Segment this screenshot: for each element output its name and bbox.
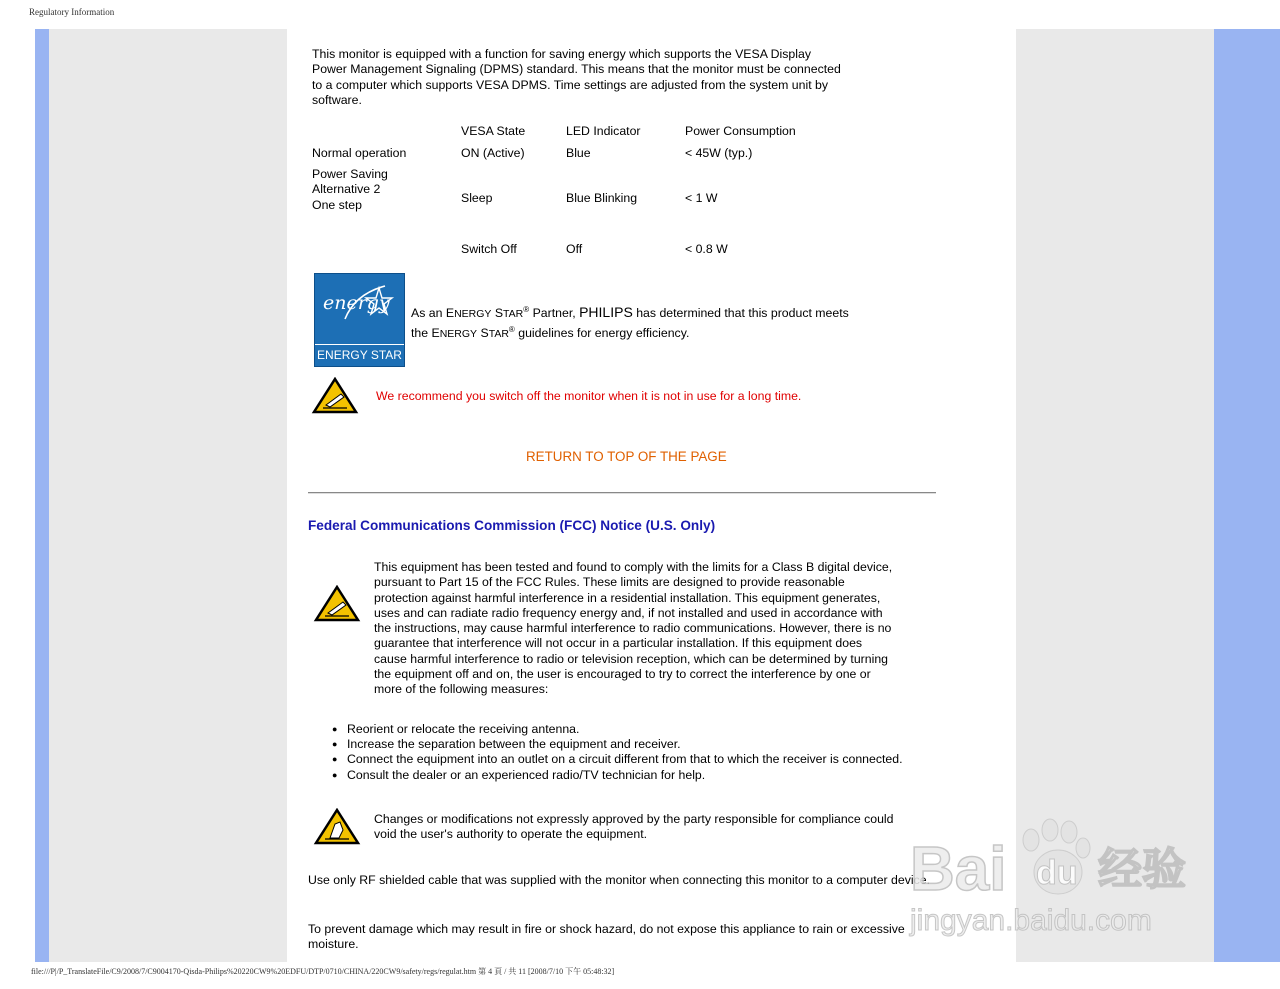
- moisture-warning: To prevent damage which may result in fire or shock hazard, do not expose this appliance to rain or excessive moisture.: [308, 922, 905, 952]
- row-state: ON (Active): [461, 146, 525, 160]
- page-header-title: Regulatory Information: [29, 7, 115, 17]
- philips-brand: PHILIPS: [579, 304, 633, 321]
- switch-off-recommendation: We recommend you switch off the monitor when it is not in use for a long time.: [376, 389, 802, 403]
- row-power: < 0.8 W: [685, 242, 728, 256]
- dpms-intro: This monitor is equipped with a function for saving energy which supports the VESA Display Power Management Signaling (DPMS) standard. This means that the monitor must be connected to a computer which supports VESA DPMS. Time settings are adjusted from the system unit by software.: [312, 47, 841, 107]
- warning-icon: [311, 377, 359, 415]
- rf-cable-note: Use only RF shielded cable that was supplied with the monitor when connecting this monitor to a computer device.: [308, 873, 931, 887]
- baidu-jingyan-watermark: [908, 800, 1208, 950]
- watermark-du: du: [1036, 854, 1078, 892]
- col-header-vesa-state: VESA State: [461, 124, 526, 138]
- fcc-notice-heading: Federal Communications Commission (FCC) Notice (U.S. Only): [308, 518, 716, 533]
- list-item: ● Increase the separation between the equipment and receiver.: [332, 737, 903, 752]
- energy-star-logo-label: ENERGY STAR: [315, 344, 404, 365]
- list-item: ● Consult the dealer or an experienced radio/TV technician for help.: [332, 768, 903, 783]
- right-blue-band: [1214, 29, 1280, 962]
- left-blue-band: [35, 29, 49, 962]
- left-gray-column: [49, 29, 287, 962]
- watermark-bai: Bai: [910, 835, 1007, 904]
- row-power: < 45W (typ.): [685, 146, 753, 160]
- row-mode-line: Alternative 2: [312, 182, 381, 196]
- row-led: Blue Blinking: [566, 191, 638, 205]
- main-content: [287, 29, 1016, 962]
- warning-icon: [313, 808, 361, 846]
- warning-icon: [313, 585, 361, 623]
- energy-star-logo: [314, 273, 405, 367]
- row-power: < 1 W: [685, 191, 718, 205]
- col-header-power-consumption: Power Consumption: [685, 124, 796, 138]
- energy-star-statement: As an ENERGY STAR® Partner, PHILIPS has determined that this product meets the ENERGY STAR® guidelines for energy efficiency.: [411, 304, 849, 341]
- list-item: ● Reorient or relocate the receiving antenna.: [332, 722, 903, 737]
- return-to-top-link[interactable]: RETURN TO TOP OF THE PAGE: [526, 449, 727, 464]
- interference-measures-list: [332, 722, 903, 783]
- watermark-jingyan-cn: 经验: [1098, 844, 1186, 895]
- row-led: Blue: [566, 146, 591, 160]
- row-mode: Normal operation: [312, 146, 407, 160]
- col-header-led-indicator: LED Indicator: [566, 124, 641, 138]
- energy-star-logo-script: energy: [323, 292, 390, 314]
- row-state: Switch Off: [461, 242, 517, 256]
- row-mode-line: Power Saving: [312, 167, 388, 181]
- fcc-compliance-text: This equipment has been tested and found to comply with the limits for a Class B digital device, pursuant to Part 15 of the FCC Rules. These limits are designed to provide reasonable protection against harmful interference in a residential installation. This equipment generates, uses and can radiate radio frequency energy and, if not installed and used in accordance with the instructions, may cause harmful interference to radio communications. However, there is no guarantee that interference will not occur in a particular installation. If this equipment does cause harmful interference to radio or television reception, which can be determined by turning the equipment off and on, the user is encouraged to try to correct the interference by one or more of the following measures:: [374, 560, 893, 697]
- row-mode-line: One step: [312, 198, 362, 212]
- row-state: Sleep: [461, 191, 493, 205]
- section-divider: [308, 492, 936, 494]
- watermark-url: jingyan.baidu.com: [910, 904, 1152, 937]
- page-footer-path: file:///P|/P_TranslateFile/C9/2008/7/C9004170-Qisda-Philips%20220CW9%20EDFU/DTP/0710/CHINA/220CW9/safety/regs/regulat.htm 第 4 頁 / 共 11 [2008/7/10 下午 05:48:32]: [31, 967, 615, 976]
- list-item: ● Connect the equipment into an outlet on a circuit different from that to which the receiver is connected.: [332, 752, 903, 767]
- row-led: Off: [566, 242, 583, 256]
- modifications-warning: Changes or modifications not expressly approved by the party responsible for compliance could void the user's authority to operate the equipment.: [374, 812, 894, 842]
